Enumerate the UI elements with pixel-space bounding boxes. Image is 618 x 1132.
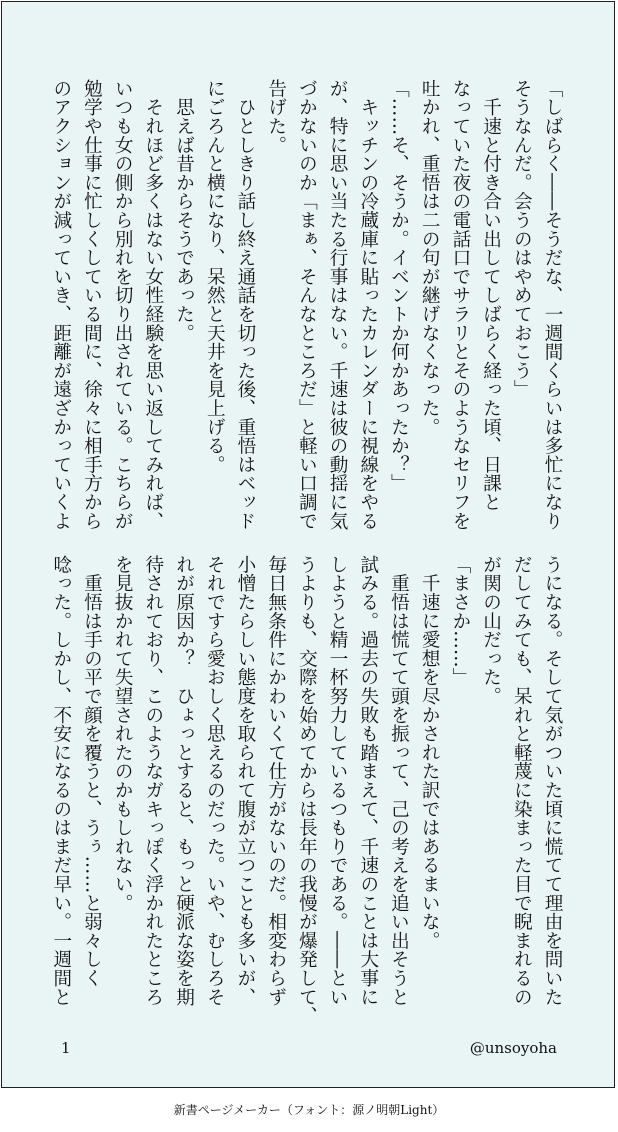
text-line: にごろんと横になり、呆然と天井を見上げる。 bbox=[204, 79, 226, 474]
text-line: 吐かれ、重悟は二の句が継げなくなった。 bbox=[419, 79, 441, 437]
text-line: を見抜かれて失望されたのかもしれない。 bbox=[112, 555, 134, 913]
text-line: 重悟は手の平で顔を覆うと、うぅ……と弱々しく bbox=[81, 555, 103, 988]
text-line: 「しばらく――そうだな、一週間くらいは多忙になり bbox=[542, 79, 563, 531]
text-line: 毎日無条件にかわいくて仕方がないのだ。相変わらず bbox=[265, 555, 287, 1007]
text-line: 「まさか……」 bbox=[449, 555, 471, 687]
text-line: 思えば昔からそうであった。 bbox=[173, 79, 195, 343]
text-line: なっていた夜の電話口でサラリとそのようなセリフを bbox=[449, 79, 471, 531]
text-line: 試みる。過去の失敗も踏まえて、千速のことは大事に bbox=[357, 555, 379, 1007]
text-line: それほど多くはない女性経験を思い返してみれば、 bbox=[142, 79, 164, 531]
text-block-upper bbox=[45, 79, 567, 535]
generator-caption: 新書ページメーカー（フォント：源ノ明朝Light） bbox=[173, 1103, 445, 1117]
author-handle: @unsoyoha bbox=[469, 1039, 557, 1057]
book-page bbox=[1, 1, 615, 1088]
text-line: が、特に思い当たる行事はない。千速は彼の動揺に気 bbox=[327, 79, 349, 531]
text-line: しようと精一杯努力しているつもりである。――とい bbox=[327, 555, 349, 1007]
page-number: 1 bbox=[61, 1039, 71, 1057]
text-line: だしてみても、呆れと軽蔑に染まった目で睨まれるの bbox=[511, 555, 533, 1007]
text-block-lower bbox=[45, 555, 567, 1025]
text-line: 唸った。しかし、不安になるのはまだ早い。一週間と bbox=[50, 555, 72, 1007]
text-line: 重悟は慌てて頭を振って、己の考えを追い出そうと bbox=[388, 555, 410, 1007]
text-line: うになる。そして気がついた頃に慌てて理由を問いた bbox=[542, 555, 563, 1007]
text-line: キッチンの冷蔵庫に貼ったカレンダーに視線をやる bbox=[357, 79, 379, 531]
text-line: 「……そ、そうか。イベントか何かあったか？」 bbox=[388, 79, 410, 493]
text-line: 千速と付き合い出してしばらく経った頃、日課と bbox=[480, 79, 502, 512]
text-line: 告げた。 bbox=[265, 79, 287, 155]
text-line: ひとしきり話し終え通話を切った後、重悟はベッド bbox=[234, 79, 256, 531]
text-line: のアクションが減っていき、距離が遠ざかっていくよ bbox=[50, 79, 72, 531]
text-line: 待されており、このようなガキっぽく浮かれたところ bbox=[142, 555, 164, 1007]
text-line: そうなんだ。会うのはやめておこう」 bbox=[511, 79, 533, 399]
text-line: 勉学や仕事に忙しくしている間に、徐々に相手方から bbox=[81, 79, 103, 531]
text-line: が関の山だった。 bbox=[480, 555, 502, 706]
text-line: 小憎たらしい態度を取られて腹が立つことも多いが、 bbox=[234, 555, 256, 1007]
text-line: れが原因か？ ひょっとすると、もっと硬派な姿を期 bbox=[173, 555, 195, 1007]
text-line: いつも女の側から別れを切り出されている。こちらが bbox=[112, 79, 134, 531]
text-line: づかないのか「まぁ、そんなところだ」と軽い口調で bbox=[296, 79, 318, 531]
text-line: それですら愛おしく思えるのだった。いや、むしろそ bbox=[204, 555, 226, 1007]
text-line: 千速に愛想を尽かされた訳ではあるまいな。 bbox=[419, 555, 441, 950]
text-line: うよりも、交際を始めてからは長年の我慢が爆発して、 bbox=[296, 555, 318, 1025]
